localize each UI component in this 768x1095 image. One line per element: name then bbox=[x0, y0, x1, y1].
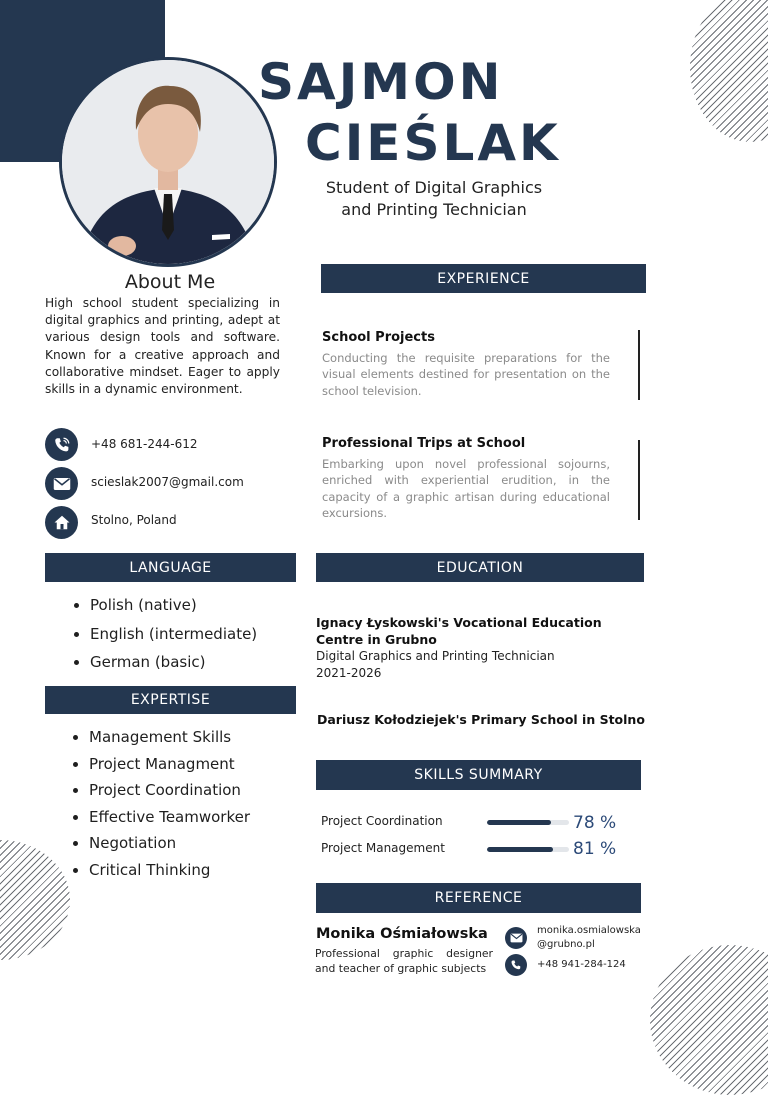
experience-item-text: Embarking upon novel professional sojourns, enriched with experiential erudition, in the capacity of a graphic artisan during educational excursions. bbox=[322, 457, 610, 520]
decorative-hatched-circle-bottom bbox=[650, 945, 768, 1095]
decorative-hatched-circle-top bbox=[690, 0, 768, 142]
expertise-item: • Management Skills bbox=[89, 728, 349, 755]
skills-heading: SKILLS SUMMARY bbox=[316, 760, 641, 790]
first-name: SAJMON bbox=[258, 53, 504, 111]
home-icon bbox=[45, 506, 78, 539]
expertise-item: • Effective Teamworker bbox=[89, 808, 349, 835]
language-item: • English (intermediate) bbox=[90, 625, 350, 654]
experience-item-text: Conducting the requisite preparations for the visual elements destined for presentation on the school television. bbox=[322, 351, 610, 398]
experience-heading: EXPERIENCE bbox=[321, 264, 646, 293]
skill-percent: 78 % bbox=[573, 813, 617, 833]
education-entry-1 bbox=[316, 614, 646, 682]
profile-photo bbox=[62, 60, 274, 264]
reference-phone-icon bbox=[505, 954, 527, 976]
skill-label: Project Coordination bbox=[321, 814, 443, 828]
portrait-illustration bbox=[62, 60, 274, 264]
reference-heading: REFERENCE bbox=[316, 883, 641, 913]
contact-phone[interactable]: +48 681-244-612 bbox=[91, 437, 198, 451]
language-list bbox=[45, 596, 350, 682]
skill-percent: 81 % bbox=[573, 839, 617, 859]
education-entry-2: Dariusz Kołodziejek's Primary School in Stolno bbox=[317, 712, 645, 727]
experience-divider bbox=[638, 440, 640, 520]
skill-label: Project Management bbox=[321, 841, 445, 855]
skill-progress-bar bbox=[487, 820, 569, 825]
reference-email-line-2: @grubno.pl bbox=[537, 939, 595, 950]
skill-progress-fill bbox=[487, 820, 551, 825]
subtitle-line-1: Student of Digital Graphics bbox=[325, 178, 543, 197]
skill-progress-fill bbox=[487, 847, 553, 852]
contact-email[interactable]: scieslak2007@gmail.com bbox=[91, 475, 244, 489]
school-name-line-1: Ignacy Łyskowski's Vocational Education bbox=[316, 615, 602, 630]
expertise-item: • Negotiation bbox=[89, 834, 349, 861]
expertise-item: • Project Coordination bbox=[89, 781, 349, 808]
last-name: CIEŚLAK bbox=[305, 114, 561, 172]
phone-icon bbox=[45, 428, 78, 461]
language-item: • Polish (native) bbox=[90, 596, 350, 625]
school-name-line-2: Centre in Grubno bbox=[316, 632, 437, 647]
subtitle-line-2: and Printing Technician bbox=[341, 200, 527, 219]
about-heading: About Me bbox=[124, 271, 216, 293]
reference-name: Monika Ośmiałowska bbox=[316, 926, 488, 942]
reference-mail-icon bbox=[505, 927, 527, 949]
expertise-item: • Critical Thinking bbox=[89, 861, 349, 888]
reference-email-line-1: monika.osmialowska bbox=[537, 925, 641, 936]
language-heading: LANGUAGE bbox=[45, 553, 296, 582]
expertise-list bbox=[44, 728, 349, 887]
school-years: 2021-2026 bbox=[316, 666, 382, 680]
reference-role: Professional graphic designer and teacher of graphic subjects bbox=[315, 947, 493, 975]
reference-email[interactable] bbox=[537, 924, 641, 952]
experience-item-title: School Projects bbox=[322, 330, 435, 345]
expertise-heading: EXPERTISE bbox=[45, 686, 296, 714]
contact-location: Stolno, Poland bbox=[91, 513, 177, 527]
mail-icon bbox=[45, 467, 78, 500]
expertise-item: • Project Managment bbox=[89, 755, 349, 782]
school-program: Digital Graphics and Printing Technician bbox=[316, 649, 555, 663]
experience-item-title: Professional Trips at School bbox=[322, 436, 526, 451]
language-item: • German (basic) bbox=[90, 653, 350, 682]
education-heading: EDUCATION bbox=[316, 553, 644, 582]
skill-progress-bar bbox=[487, 847, 569, 852]
reference-phone[interactable]: +48 941-284-124 bbox=[537, 959, 626, 970]
job-subtitle bbox=[300, 177, 568, 221]
about-text: High school student specializing in digital graphics and printing, adept at various design tools and software. Known for a creative approach and collaborative mindset. Eager to apply skills in a dynamic environment. bbox=[45, 296, 280, 397]
experience-divider bbox=[638, 330, 640, 400]
